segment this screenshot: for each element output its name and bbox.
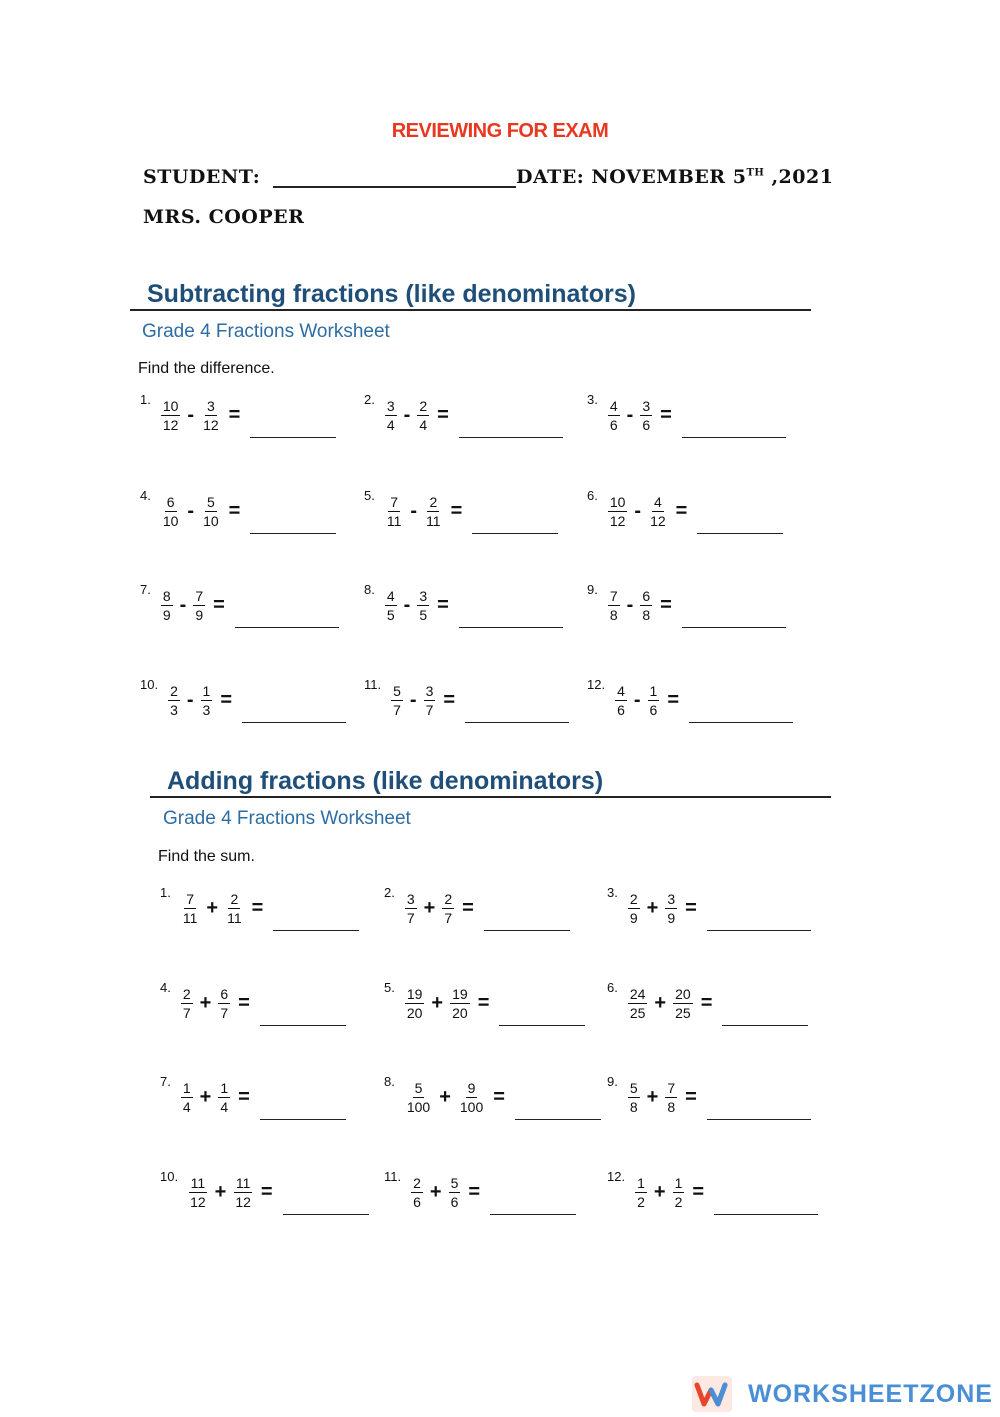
denominator: 12 [609,512,626,529]
problem-number: 2. [384,885,395,900]
fraction-2 [442,891,454,926]
numerator: 3 [419,587,428,604]
numerator: 1 [220,1079,229,1096]
numerator: 6 [166,493,175,510]
fraction-1 [161,398,181,433]
denominator: 7 [393,701,401,718]
problem-7 [160,1072,346,1122]
operator: - [410,499,418,522]
denominator: 12 [203,416,219,433]
answer-field[interactable] [484,908,570,931]
date-line [516,166,833,188]
numerator: 3 [386,397,395,414]
denominator: 6 [649,701,658,718]
equals-sign: = [660,593,672,616]
denominator: 20 [406,1004,423,1021]
problem-4 [140,486,336,536]
problem-5 [364,486,558,536]
fraction-1 [181,986,193,1021]
denominator: 5 [386,606,395,623]
denominator: 3 [202,701,211,718]
problem-number: 11. [364,677,382,692]
answer-field[interactable] [459,415,563,438]
problem-11 [364,675,569,725]
equals-sign: = [667,688,680,711]
operator: - [179,593,187,616]
fraction-1 [181,1080,193,1115]
numerator: 1 [674,1174,683,1191]
fraction-2 [201,683,213,718]
problem-5 [384,978,585,1028]
denominator: 7 [220,1004,229,1021]
denominator: 6 [642,416,651,433]
fraction-1 [628,986,648,1021]
numerator: 7 [390,493,399,510]
fraction-1 [391,683,403,718]
fraction-1 [628,1080,640,1115]
numerator: 24 [629,985,646,1002]
problem-number: 4. [160,980,171,995]
equals-sign: = [251,896,264,919]
numerator: 11 [235,1174,251,1191]
problem-number: 10. [160,1169,179,1184]
operator: - [186,688,194,711]
numerator: 3 [406,890,415,907]
equals-sign: = [437,403,449,426]
problem-number: 7. [160,1074,171,1089]
equals-sign: = [675,499,688,522]
answer-field[interactable] [515,1097,601,1120]
fraction-2 [201,494,221,529]
denominator: 4 [386,416,395,433]
denominator: 100 [459,1098,484,1115]
answer-field[interactable] [250,511,336,534]
denominator: 6 [617,701,625,718]
logo-word-worksheet: WORKSHEET [748,1380,920,1408]
denominator: 25 [629,1004,646,1021]
numerator: 2 [230,890,239,907]
add-section-title: Adding fractions (like denominators) [167,767,604,795]
problem-6 [587,486,783,536]
answer-field[interactable] [722,1003,808,1026]
numerator: 3 [667,890,676,907]
subtract-instruction: Find the difference. [138,360,275,377]
denominator: 12 [190,1193,206,1210]
numerator: 2 [419,397,428,414]
fraction-1 [188,1175,208,1210]
subtract-section-subtitle: Grade 4 Fractions Worksheet [142,321,390,342]
problem-1 [140,390,336,440]
numerator: 1 [202,682,211,699]
answer-field[interactable] [499,1003,585,1026]
denominator: 10 [162,512,179,529]
fraction-1 [385,398,397,433]
denominator: 12 [162,416,179,433]
answer-field[interactable] [689,700,793,723]
problem-number: 8. [364,582,375,597]
add-instruction: Find the sum. [158,848,255,865]
answer-field[interactable] [242,700,346,723]
numerator: 7 [195,587,204,604]
operator: - [187,499,195,522]
denominator: 11 [182,909,198,926]
denominator: 6 [450,1193,459,1210]
fraction-1 [608,398,620,433]
fraction-1 [161,494,181,529]
denominator: 6 [413,1193,421,1210]
equals-sign: = [685,896,697,919]
equals-sign: = [213,593,225,616]
denominator: 7 [425,701,434,718]
problem-number: 5. [364,488,375,503]
answer-field[interactable] [682,605,786,628]
numerator: 2 [182,985,191,1002]
numerator: 9 [467,1079,476,1096]
fraction-2 [218,1080,230,1115]
operator: + [429,1180,442,1203]
answer-field[interactable] [490,1192,576,1215]
denominator: 4 [220,1098,229,1115]
numerator: 2 [413,1174,421,1191]
operator: + [423,896,436,919]
logo-word-zone: ZONE [919,1380,993,1408]
problem-4 [160,978,346,1028]
fraction-1 [385,588,397,623]
answer-field[interactable] [465,700,569,723]
problem-7 [140,580,339,630]
problem-number: 3. [607,885,618,900]
worksheet-title: REVIEWING FOR EXAM [391,120,609,142]
fraction-1 [608,588,620,623]
fraction-1 [615,683,627,718]
problem-number: 7. [140,582,151,597]
equals-sign: = [437,593,449,616]
numerator: 19 [406,985,423,1002]
problem-number: 9. [587,582,598,597]
answer-field[interactable] [250,415,336,438]
equals-sign: = [238,1085,250,1108]
denominator: 8 [629,1098,638,1115]
operator: - [633,688,641,711]
operator: + [653,1180,666,1203]
numerator: 4 [386,587,395,604]
denominator: 12 [235,1193,251,1210]
fraction-2 [225,891,244,926]
problem-number: 6. [607,980,618,995]
operator: - [626,593,634,616]
numerator: 4 [617,682,625,699]
fraction-2 [218,986,230,1021]
problem-number: 6. [587,488,598,503]
denominator: 11 [426,512,441,529]
fraction-1 [608,494,628,529]
denominator: 7 [444,909,453,926]
numerator: 5 [629,1079,638,1096]
operator: + [431,991,444,1014]
problem-number: 2. [364,392,375,407]
fraction-2 [424,683,436,718]
add-section-rule [150,796,831,798]
numerator: 3 [642,397,651,414]
problem-12 [587,675,793,725]
fraction-2 [673,986,693,1021]
denominator: 4 [182,1098,191,1115]
fraction-2 [640,398,652,433]
operator: + [199,1085,212,1108]
fraction-1 [411,1175,423,1210]
problem-9 [607,1072,811,1122]
operator: - [634,499,642,522]
problem-number: 1. [140,392,151,407]
fraction-2 [648,494,668,529]
denominator: 9 [667,909,676,926]
operator: - [626,403,634,426]
numerator: 20 [675,985,691,1002]
numerator: 7 [186,890,195,907]
problem-2 [364,390,563,440]
problem-9 [587,580,786,630]
fraction-2 [450,986,470,1021]
answer-field[interactable] [283,1192,369,1215]
problem-8 [364,580,563,630]
answer-field[interactable] [714,1192,818,1215]
answer-field[interactable] [707,908,811,931]
fraction-2 [640,588,652,623]
problem-number: 5. [384,980,395,995]
fraction-2 [665,1080,677,1115]
operator: + [206,896,219,919]
numerator: 6 [642,587,651,604]
answer-field[interactable] [235,605,339,628]
fraction-2 [193,588,205,623]
operator: + [214,1180,227,1203]
numerator: 7 [667,1079,676,1096]
denominator: 11 [227,909,242,926]
denominator: 9 [629,909,638,926]
denominator: 100 [406,1098,431,1115]
numerator: 5 [393,682,401,699]
denominator: 4 [419,416,428,433]
equals-sign: = [692,1180,705,1203]
numerator: 2 [629,890,638,907]
equals-sign: = [238,991,250,1014]
operator: + [654,991,667,1014]
equals-sign: = [685,1085,697,1108]
problem-10 [160,1167,369,1217]
denominator: 6 [609,416,618,433]
problem-11 [384,1167,576,1217]
numerator: 19 [452,985,468,1002]
numerator: 3 [206,397,215,414]
operator: + [646,896,659,919]
subtract-section-rule [130,309,811,311]
numerator: 10 [609,493,626,510]
denominator: 9 [162,606,171,623]
answer-field[interactable] [459,605,563,628]
numerator: 4 [653,493,662,510]
problem-1 [160,883,359,933]
problem-number: 12. [607,1169,626,1184]
student-label: STUDENT: [143,166,261,188]
problem-8 [384,1072,601,1122]
teacher-name: MRS. COOPER [143,206,305,228]
fraction-2 [424,494,443,529]
problem-10 [140,675,346,725]
numerator: 2 [429,493,438,510]
operator: - [403,403,411,426]
denominator: 7 [182,1004,191,1021]
fraction-2 [648,683,660,718]
answer-field[interactable] [260,1003,346,1026]
answer-field[interactable] [273,908,359,931]
numerator: 1 [649,682,658,699]
problem-number: 8. [384,1074,395,1089]
fraction-2 [449,1175,461,1210]
date-year: ,2021 [764,166,834,188]
operator: - [187,403,195,426]
answer-field[interactable] [707,1097,811,1120]
denominator: 12 [650,512,666,529]
numerator: 10 [162,397,179,414]
problem-6 [607,978,808,1028]
answer-field[interactable] [697,511,783,534]
fraction-1 [181,891,200,926]
equals-sign: = [477,991,490,1014]
date-label: DATE: NOVEMBER 5 [516,166,747,188]
numerator: 6 [220,985,229,1002]
numerator: 7 [609,587,618,604]
answer-field[interactable] [682,415,786,438]
student-name-field[interactable] [273,172,516,188]
fraction-2 [673,1175,685,1210]
denominator: 2 [637,1193,645,1210]
problem-12 [607,1167,818,1217]
answer-field[interactable] [472,511,558,534]
fraction-2 [665,891,677,926]
worksheetzone-logo-text [748,1380,993,1409]
numerator: 11 [190,1174,206,1191]
numerator: 1 [182,1079,191,1096]
denominator: 3 [170,701,178,718]
equals-sign: = [228,499,241,522]
equals-sign: = [462,896,474,919]
numerator: 5 [206,493,215,510]
denominator: 7 [406,909,415,926]
problem-2 [384,883,570,933]
fraction-2 [201,398,221,433]
operator: - [403,593,411,616]
denominator: 9 [195,606,204,623]
equals-sign: = [700,991,713,1014]
equals-sign: = [493,1085,505,1108]
equals-sign: = [660,403,672,426]
denominator: 8 [667,1098,676,1115]
numerator: 5 [450,1174,459,1191]
denominator: 20 [452,1004,468,1021]
numerator: 5 [414,1079,423,1096]
fraction-2 [417,398,429,433]
problem-number: 11. [384,1169,402,1184]
fraction-1 [168,683,180,718]
fraction-1 [385,494,404,529]
problem-number: 10. [140,677,159,692]
problem-number: 12. [587,677,606,692]
numerator: 2 [444,890,453,907]
denominator: 8 [642,606,651,623]
answer-field[interactable] [260,1097,346,1120]
operator: + [646,1085,659,1108]
operator: - [409,688,417,711]
operator: + [439,1085,451,1108]
fraction-2 [417,588,429,623]
problem-3 [607,883,811,933]
numerator: 3 [425,682,434,699]
problem-number: 3. [587,392,598,407]
worksheetzone-logo-icon [692,1376,732,1412]
fraction-1 [405,986,425,1021]
date-superscript: TH [746,167,765,179]
numerator: 1 [637,1174,645,1191]
problem-number: 9. [607,1074,618,1089]
problem-3 [587,390,786,440]
denominator: 25 [675,1004,691,1021]
denominator: 2 [674,1193,683,1210]
equals-sign: = [228,403,241,426]
operator: + [199,991,212,1014]
fraction-1 [635,1175,647,1210]
equals-sign: = [450,499,463,522]
equals-sign: = [468,1180,481,1203]
denominator: 5 [419,606,428,623]
problem-number: 1. [160,885,171,900]
add-section-subtitle: Grade 4 Fractions Worksheet [163,808,411,829]
numerator: 8 [162,587,171,604]
fraction-1 [161,588,173,623]
fraction-1 [405,891,417,926]
fraction-2 [233,1175,253,1210]
numerator: 2 [170,682,178,699]
equals-sign: = [260,1180,273,1203]
equals-sign: = [220,688,233,711]
fraction-2 [458,1080,485,1115]
equals-sign: = [443,688,456,711]
problem-number: 4. [140,488,151,503]
subtract-section-title: Subtracting fractions (like denominators) [147,280,636,308]
denominator: 10 [203,512,219,529]
denominator: 11 [386,512,402,529]
numerator: 4 [609,397,618,414]
fraction-1 [405,1080,432,1115]
fraction-1 [628,891,640,926]
denominator: 8 [609,606,618,623]
